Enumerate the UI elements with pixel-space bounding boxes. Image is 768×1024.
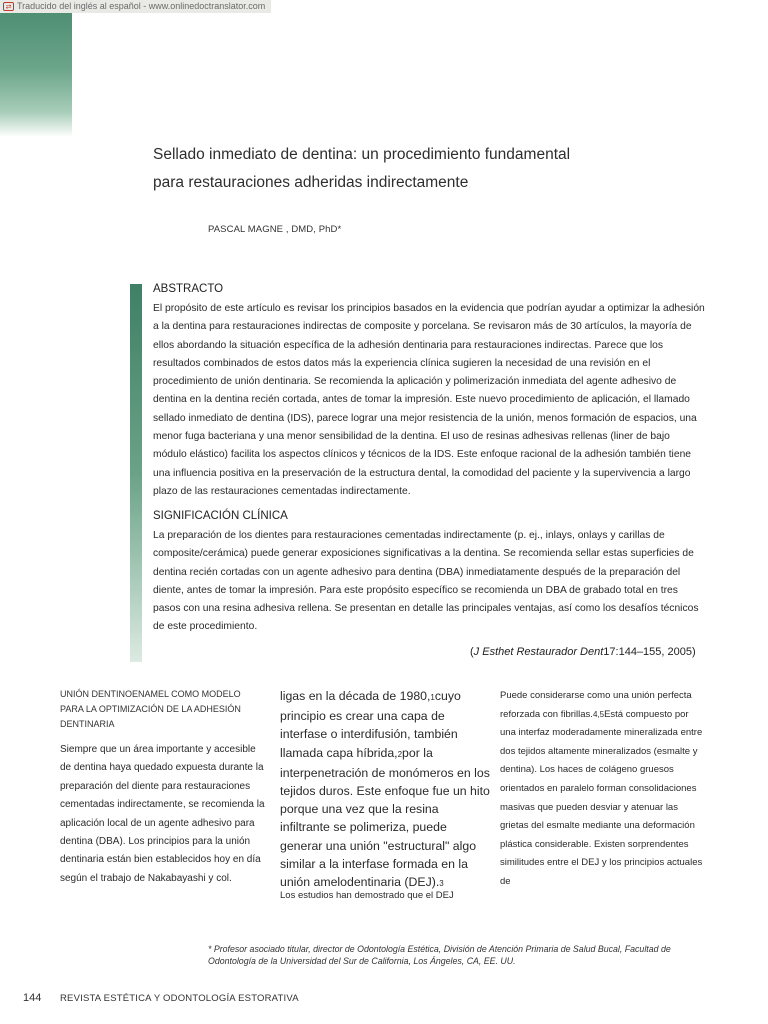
citation-details: 17:144–155, 2005) xyxy=(603,646,696,658)
author-line: PASCAL MAGNE , DMD, PhD* xyxy=(208,224,342,235)
reference-marker: 2 xyxy=(397,749,403,759)
translator-notice-bar[interactable] xyxy=(0,0,271,13)
abstract-text: El propósito de este artículo es revisar los principios basados en la evidencia que podrían ayudar a optimizar la adhesión a la dentina para restauraciones indirectas de composite y porcelana. Se revisaron más de 30 artículos, la mayoría de ellos abordando la situación específica de la adhesión dentinaria para restauraciones indirectas. Parece que los resultados combinados de estos datos más la experiencia clínica sugieren la necesidad de una revisión en el procedimiento de unión dentinaria. Se recomienda la aplicación y polimerización inmediata del agente adhesivo de dentina en la dentina recién cortada, antes de tomar la impresión. Este nuevo procedimiento de aplicación, el llamado sellado inmediato de dentina (IDS), parece lograr una mejor resistencia de la unión, menos formación de espacios, una menor fuga bacteriana y una menor sensibilidad de la dentina. El uso de resinas adhesivas rellenas (liner de bajo módulo elástico) facilita los aspectos clínicos y técnicos de la IDS. Este enfoque racional de la adhesión también tiene una influencia positiva en la preservación de la estructura dental, la comodidad del paciente y la supervivencia a largo plazo de las restauraciones cementadas indirectamente. xyxy=(153,303,705,497)
decorative-corner-gradient xyxy=(0,13,72,137)
citation-journal: J Esthet Restaurador Dent xyxy=(473,646,604,658)
abstract-heading: ABSTRACTO xyxy=(153,283,224,295)
translator-notice-link[interactable]: Traducido del inglés al español - www.onlinedoctranslator.com xyxy=(17,1,266,11)
citation-open-paren: ( xyxy=(470,646,474,658)
column-2-text xyxy=(280,687,490,893)
column-1-text: Siempre que un área importante y accesible de dentina haya quedado expuesta durante la preparación del diente para restauraciones cementadas indirectamente, se recomienda la aplicación local de un agente adhesivo para dentina (DBA). Los principios para la unión dentinaria están bien establecidos hoy en día según el trabajo de Nakabayashi y col. xyxy=(60,744,265,884)
page-number: 144 xyxy=(23,992,42,1004)
clinical-significance-text: La preparación de los dientes para restauraciones cementadas indirectamente (p. ej., inlays, onlays y carillas de composite/cerámica) puede generar exposiciones significativas a la dentina. Se recomienda sellar estas superficies de dentina recién cortadas con un agente adhesivo para dentina (DBA) inmediatamente después de la preparación del diente, antes de tomar la impresión. Para este propósito específico se recomienda un DBA de grabado total en tres pasos con una resina adhesiva rellena. Se presentan en detalle las principales ventajas, así como los desafíos técnicos de este procedimiento. xyxy=(153,530,699,633)
citation xyxy=(470,646,696,658)
col3-part-1: Puede considerarse como una unión perfecta reforzada con fibrillas. xyxy=(500,690,692,720)
journal-name-footer: REVISTA ESTÉTICA Y ODONTOLOGÍA ESTORATIVA xyxy=(60,993,299,1004)
col3-part-2: Está compuesto por una interfaz moderadamente mineralizada entre dos tejidos altamente mineralizados (esmalte y dentina). Los haces de colágeno gruesos orientados en paralelo forman consolidaciones masivas que pueden desviar y atenuar las grietas del esmalte mediante una deformación plástica considerable. Existen sorprendentes similitudes entre el DEJ y los principios actuales de xyxy=(500,708,703,887)
reference-marker: 4,5 xyxy=(592,709,605,719)
col2-part-3: por la interpenetración de monómeros en los tejidos duros. Este enfoque fue un hito porque una vez que la resina infiltrante se polimeriza, puede generar una unión "estructural" algo similar a la interfase formada en la unión amelodentinaria (DEJ). xyxy=(280,745,490,890)
col2-part-1: ligas en la década de 1980, xyxy=(280,689,431,703)
clinical-significance-heading: SIGNIFICACIÓN CLÍNICA xyxy=(153,510,288,522)
article-title xyxy=(153,141,623,197)
title-line-1: Sellado inmediato de dentina: un procedimiento fundamental xyxy=(153,146,571,163)
title-line-2: para restauraciones adheridas indirectamente xyxy=(153,174,469,191)
col2-part-2: cuyo principio es crear una capa de interfase o interdifusión, también llamada capa híbrida, xyxy=(280,689,461,760)
abstract-accent-bar xyxy=(130,284,142,662)
author-footnote: * Profesor asociado titular, director de Odontología Estética, División de Atención Primaria de Salud Bucal, Facultad de Odontología de la Universidad del Sur de California, Los Ángeles, CA, EE. UU. xyxy=(208,944,671,966)
column-2-tail-text: Los estudios han demostrado que el DEJ xyxy=(280,890,454,901)
translator-logo-icon: ⇄ xyxy=(3,2,14,11)
section-heading-dej: UNIÓN DENTINOENAMEL COMO MODELO PARA LA OPTIMIZACIÓN DE LA ADHESIÓN DENTINARIA xyxy=(60,689,241,729)
reference-marker: 3 xyxy=(439,879,444,889)
column-3-text xyxy=(500,687,705,892)
reference-marker: 1 xyxy=(430,693,435,702)
